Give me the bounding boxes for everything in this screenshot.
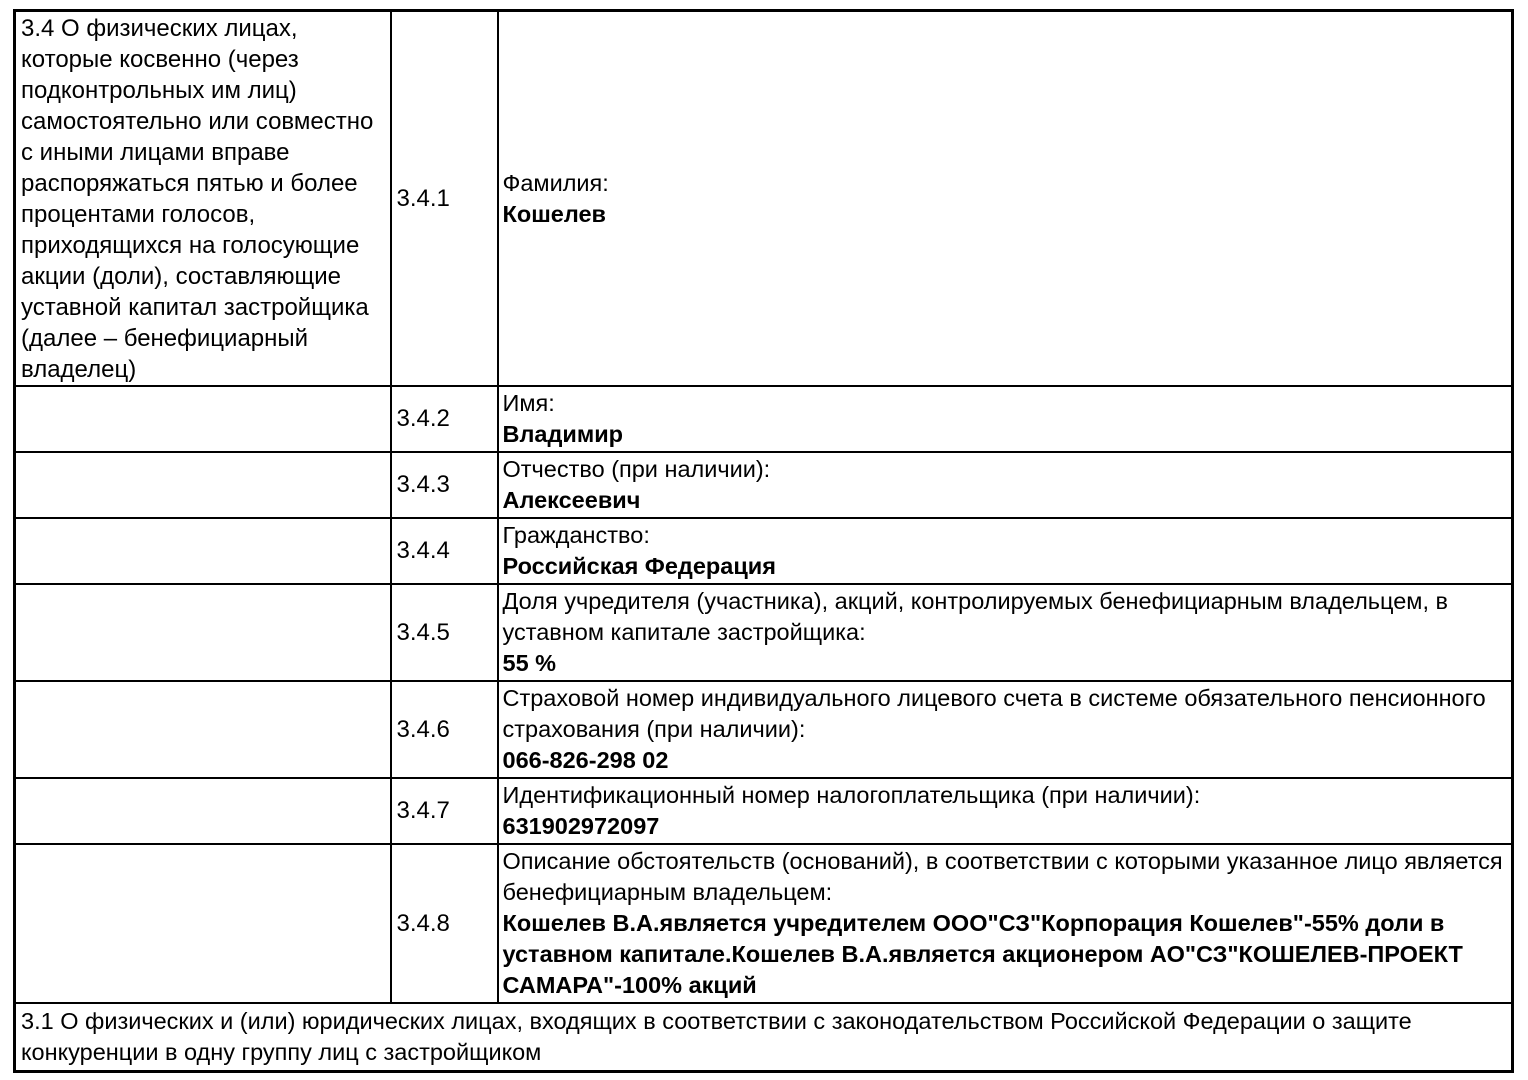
row-number: 3.4.3 <box>391 452 498 518</box>
table-row <box>15 844 1513 1003</box>
row-number: 3.4.8 <box>391 844 498 1003</box>
table-row <box>15 584 1513 681</box>
table-row <box>15 452 1513 518</box>
field-cell-patronymic <box>498 452 1513 518</box>
empty-cell <box>15 518 391 584</box>
field-label: Описание обстоятельств (оснований), в соответствии с которыми указанное лицо является бенефициарным владельцем: <box>502 848 1503 905</box>
empty-cell <box>15 452 391 518</box>
row-number: 3.4.2 <box>391 386 498 452</box>
field-cell-surname <box>498 11 1513 387</box>
empty-cell <box>15 778 391 844</box>
field-value: Кошелев В.А.является учредителем ООО"СЗ"Корпорация Кошелев"-55% доли в уставном капитале.Кошелев В.А.является акционером АО"СЗ"КОШЕЛЕВ-ПРОЕКТ САМАРА"-100% акций <box>502 910 1463 998</box>
table-row <box>15 778 1513 844</box>
field-label: Имя: <box>502 390 555 416</box>
empty-cell <box>15 681 391 778</box>
field-cell-circumstances <box>498 844 1513 1003</box>
table-row <box>15 681 1513 778</box>
empty-cell <box>15 584 391 681</box>
field-label: Страховой номер индивидуального лицевого счета в системе обязательного пенсионного страхования (при наличии): <box>502 685 1486 742</box>
field-label: Доля учредителя (участника), акций, контролируемых бенефициарным владельцем, в уставном капитале застройщика: <box>502 588 1448 645</box>
field-cell-share <box>498 584 1513 681</box>
field-value: Кошелев <box>502 200 606 227</box>
field-label: Отчество (при наличии): <box>502 456 771 482</box>
field-cell-citizenship <box>498 518 1513 584</box>
empty-cell <box>15 386 391 452</box>
field-cell-first-name <box>498 386 1513 452</box>
field-value: Владимир <box>502 421 624 447</box>
field-label: Фамилия: <box>502 169 609 196</box>
field-value: Российская Федерация <box>502 553 776 579</box>
field-value: Алексеевич <box>502 487 641 513</box>
field-cell-inn <box>498 778 1513 844</box>
table-row <box>15 11 1513 387</box>
row-number: 3.4.1 <box>391 11 498 387</box>
row-number: 3.4.7 <box>391 778 498 844</box>
empty-cell <box>15 844 391 1003</box>
field-label: Гражданство: <box>502 522 650 548</box>
section-3-4-description: 3.4 О физических лицах, которые косвенно (через подконтрольных им лиц) самостоятельно или совместно с иными лицами вправе распоряжаться пятью и более процентами голосов, приходящихся на голосующие акции (доли), составляющие уставной капитал застройщика (далее – бенефициарный владелец) <box>15 11 391 387</box>
field-value: 066-826-298 02 <box>502 747 669 773</box>
table-row <box>15 1003 1513 1072</box>
row-number: 3.4.5 <box>391 584 498 681</box>
disclosure-table <box>13 9 1514 1073</box>
table-row <box>15 518 1513 584</box>
field-label: Идентификационный номер налогоплательщика (при наличии): <box>502 782 1201 808</box>
field-cell-snils <box>498 681 1513 778</box>
row-number: 3.4.4 <box>391 518 498 584</box>
field-value: 631902972097 <box>502 813 660 839</box>
field-value: 55 % <box>502 650 557 676</box>
section-3-1-heading: 3.1 О физических и (или) юридических лицах, входящих в соответствии с законодательством Российской Федерации о защите конкуренции в одну группу лиц с застройщиком <box>15 1003 1513 1072</box>
row-number: 3.4.6 <box>391 681 498 778</box>
table-row <box>15 386 1513 452</box>
